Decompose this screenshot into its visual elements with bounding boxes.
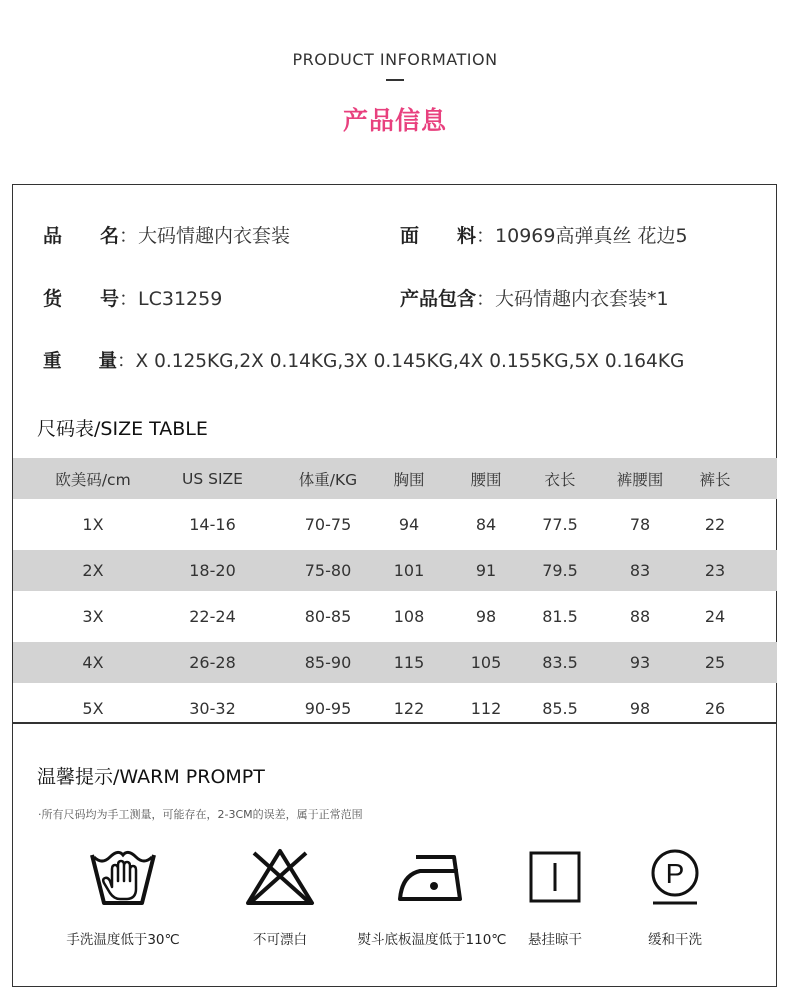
table-cell: 14-16 — [189, 515, 236, 534]
table-cell: 108 — [393, 607, 425, 626]
column-header: 胸围 — [393, 470, 425, 489]
table-cell: 22-24 — [189, 607, 236, 626]
table-cell: 122 — [393, 699, 425, 718]
iron-icon — [394, 845, 470, 907]
table-cell: 85.5 — [542, 699, 578, 718]
table-cell: 75-80 — [304, 561, 352, 580]
table-cell: 79.5 — [542, 561, 578, 580]
info-item-no-value: LC31259 — [138, 288, 223, 310]
table-cell: 88 — [629, 607, 651, 626]
table-cell: 84 — [475, 515, 497, 534]
care-label-dry-clean: 缓和干洗 — [648, 932, 702, 948]
info-name-label: 品 名 — [43, 225, 120, 247]
table-cell: 81.5 — [542, 607, 578, 626]
column-header: US SIZE — [182, 469, 243, 488]
info-package-label: 产品包含 — [400, 288, 477, 310]
info-material-value: 10969高弹真丝 花边5 — [495, 225, 688, 247]
care-label-iron: 熨斗底板温度低于110℃ — [357, 932, 507, 948]
info-material-label: 面 料 — [400, 225, 477, 247]
table-cell: 115 — [393, 653, 425, 672]
table-row — [13, 642, 777, 683]
info-item-no-label: 货 号 — [43, 288, 120, 310]
table-cell: 94 — [398, 515, 420, 534]
measurement-note: ·所有尺码均为手工测量，可能存在，2-3CM的误差，属于正常范围 — [38, 808, 363, 821]
care-item-iron — [357, 845, 507, 948]
table-cell: 80-85 — [304, 607, 352, 626]
table-cell: 18-20 — [189, 561, 236, 580]
table-cell: 70-75 — [304, 515, 352, 534]
no-bleach-icon — [240, 845, 320, 909]
column-header: 裤长 — [699, 470, 731, 489]
care-label-no-bleach: 不可漂白 — [253, 932, 307, 948]
column-header: 腰围 — [470, 470, 502, 489]
table-cell: 2X — [82, 561, 104, 580]
info-name: 品 名：大码情趣内衣套装 — [43, 221, 290, 248]
care-item-dry-clean — [630, 845, 720, 948]
table-cell: 93 — [629, 653, 651, 672]
table-cell: 25 — [704, 653, 726, 672]
table-cell: 24 — [704, 607, 726, 626]
table-cell: 3X — [82, 607, 104, 626]
care-item-hand-wash — [66, 845, 180, 948]
table-cell: 26-28 — [189, 653, 236, 672]
table-cell: 83.5 — [542, 653, 578, 672]
table-row — [13, 504, 777, 545]
size-table-title: 尺码表/SIZE TABLE — [37, 418, 208, 440]
column-header: 裤腰围 — [616, 470, 664, 489]
table-cell: 5X — [82, 699, 104, 718]
column-header: 欧美码/cm — [55, 470, 131, 489]
care-label-hand-wash: 手洗温度低于30℃ — [66, 932, 180, 948]
info-material: 面 料：10969高弹真丝 花边5 — [400, 221, 688, 248]
size-table-header — [13, 458, 777, 499]
table-cell: 85-90 — [304, 653, 352, 672]
table-cell: 26 — [704, 699, 726, 718]
table-cell: 98 — [475, 607, 497, 626]
header-divider — [386, 79, 404, 81]
care-item-hang-dry — [510, 845, 600, 948]
table-cell: 23 — [704, 561, 726, 580]
size-table — [13, 458, 777, 729]
table-cell: 90-95 — [304, 699, 352, 718]
info-weight: 重 量：X 0.125KG,2X 0.14KG,3X 0.145KG,4X 0.155KG,5X 0.164KG — [43, 347, 684, 373]
svg-text:P: P — [665, 858, 685, 889]
hand-wash-icon — [88, 845, 158, 907]
table-cell: 77.5 — [542, 515, 578, 534]
table-row — [13, 596, 777, 637]
table-row — [13, 550, 777, 591]
info-package-value: 大码情趣内衣套装*1 — [495, 288, 669, 310]
info-package: 产品包含：大码情趣内衣套装*1 — [400, 284, 669, 311]
column-header: 体重/KG — [298, 470, 358, 489]
info-weight-value: X 0.125KG,2X 0.14KG,3X 0.145KG,4X 0.155KG,5X 0.164KG — [135, 351, 685, 372]
table-cell: 112 — [470, 699, 502, 718]
table-cell: 105 — [470, 653, 502, 672]
warm-prompt-title: 温馨提示/WARM PROMPT — [37, 766, 265, 788]
info-item-no: 货 号：LC31259 — [43, 284, 222, 311]
table-cell: 30-32 — [189, 699, 236, 718]
header-title-cn: 产品信息 — [342, 106, 447, 135]
info-weight-label: 重 量 — [43, 351, 118, 372]
table-cell: 22 — [704, 515, 726, 534]
table-cell: 83 — [629, 561, 651, 580]
table-cell: 101 — [393, 561, 425, 580]
hang-dry-icon — [525, 845, 585, 907]
care-item-no-bleach — [230, 845, 330, 948]
gentle-dry-clean-icon — [645, 845, 705, 907]
table-cell: 4X — [82, 653, 104, 672]
table-cell: 78 — [629, 515, 651, 534]
section-divider — [13, 722, 777, 724]
table-cell: 98 — [629, 699, 651, 718]
header-title-en: PRODUCT INFORMATION — [292, 50, 498, 69]
table-cell: 91 — [475, 561, 497, 580]
care-label-hang-dry: 悬挂晾干 — [528, 932, 582, 948]
info-name-value: 大码情趣内衣套装 — [138, 225, 291, 247]
table-cell: 1X — [82, 515, 104, 534]
column-header: 衣长 — [544, 470, 576, 489]
